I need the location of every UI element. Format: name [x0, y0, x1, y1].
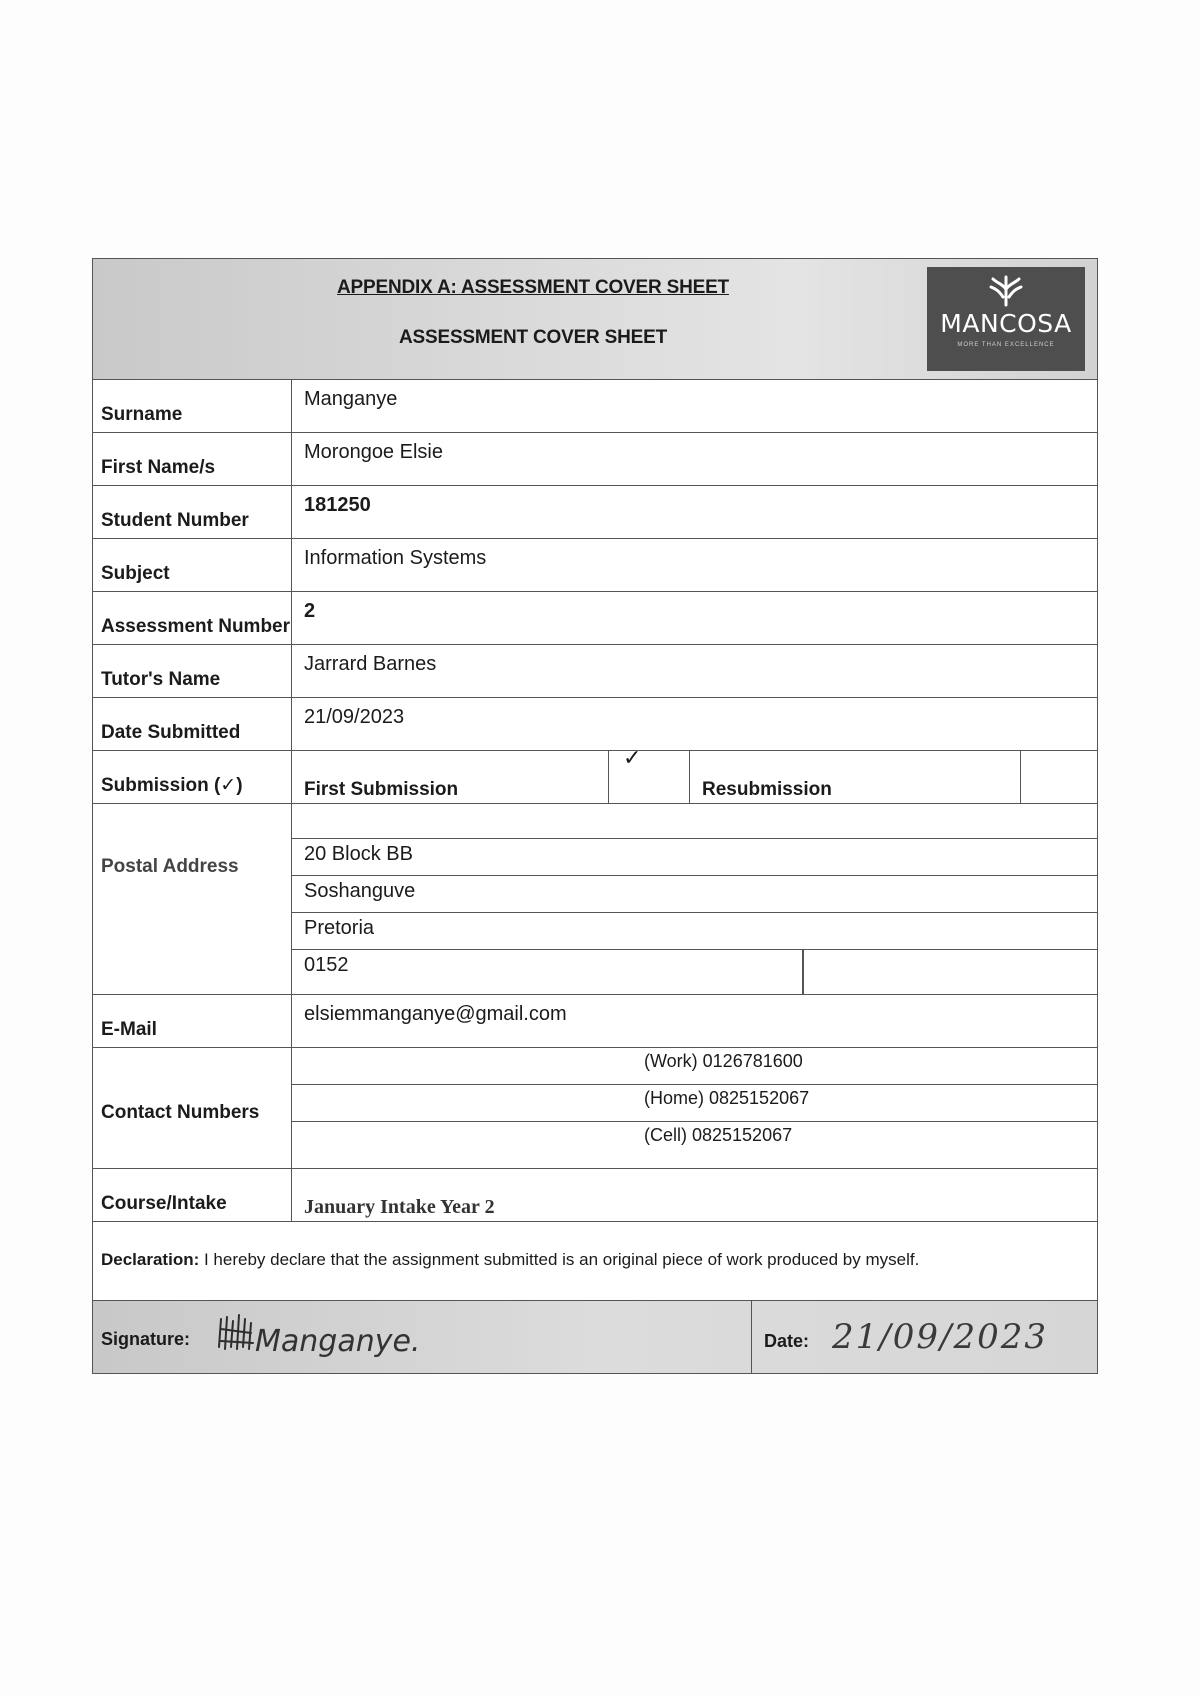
postal-line-1: 20 Block BB [304, 843, 413, 865]
appendix-title: APPENDIX A: ASSESSMENT COVER SHEET [337, 277, 729, 298]
signature-text: Manganye. [255, 1324, 421, 1359]
subject-value: Information Systems [304, 547, 487, 569]
postal-address-label: Postal Address [101, 856, 239, 877]
submission-row [93, 745, 1097, 804]
date-submitted-label: Date Submitted [101, 722, 241, 743]
resubmission-checkbox[interactable] [1021, 751, 1097, 803]
tutor-value: Jarrard Barnes [304, 653, 437, 675]
postal-line-3: Pretoria [304, 917, 375, 939]
student-number-row [93, 486, 1097, 539]
contact-numbers-row [93, 1048, 1097, 1169]
postal-address-row [93, 804, 1097, 995]
first-submission-checkbox[interactable] [609, 745, 690, 803]
email-label: E-Mail [101, 1019, 157, 1040]
assessment-number-row [93, 592, 1097, 645]
tutor-row [93, 645, 1097, 698]
logo-brand: MANCOSA [940, 309, 1072, 338]
first-names-value: Morongoe Elsie [304, 441, 443, 463]
contact-work: (Work) 0126781600 [644, 1051, 803, 1071]
postal-blank-line [292, 804, 1097, 839]
first-names-row [93, 433, 1097, 486]
check-mark-icon: ✓ [623, 745, 642, 770]
cover-header [93, 259, 1097, 380]
contact-numbers-label: Contact Numbers [101, 1102, 260, 1123]
submission-label: Submission (✓) [101, 775, 243, 796]
student-number-label: Student Number [101, 510, 249, 531]
course-intake-label: Course/Intake [101, 1193, 227, 1214]
signature-row [93, 1301, 1097, 1373]
signature-date-value: 21/09/2023 [832, 1317, 1048, 1357]
signature-label: Signature: [101, 1329, 191, 1349]
mancosa-logo [927, 267, 1085, 371]
email-row [93, 995, 1097, 1048]
subject-row [93, 539, 1097, 592]
surname-value: Manganye [304, 388, 398, 410]
postal-line-2: Soshanguve [304, 880, 416, 902]
first-submission-label: First Submission [304, 779, 459, 800]
surname-label: Surname [101, 404, 183, 425]
course-intake-row [93, 1169, 1097, 1222]
date-submitted-row [93, 698, 1097, 751]
tutor-label: Tutor's Name [101, 669, 221, 690]
first-names-label: First Name/s [101, 457, 216, 478]
resubmission-label: Resubmission [702, 779, 832, 800]
assessment-number-label: Assessment Number [101, 616, 291, 637]
handwritten-signature [211, 1307, 421, 1371]
subject-label: Subject [101, 563, 170, 584]
email-value: elsiemmanganye@gmail.com [304, 1003, 567, 1025]
postal-code: 0152 [304, 954, 349, 976]
declaration-text: I hereby declare that the assignment submitted is an original piece of work produced by myself. [199, 1250, 920, 1269]
logo-tree-icon [989, 275, 1023, 307]
sheet-subtitle: ASSESSMENT COVER SHEET [399, 327, 667, 348]
declaration [93, 1222, 1097, 1301]
assessment-cover-sheet [92, 258, 1098, 1374]
contact-cell: (Cell) 0825152067 [644, 1125, 793, 1145]
date-label: Date: [764, 1331, 810, 1351]
contact-home: (Home) 0825152067 [644, 1088, 810, 1108]
surname-row [93, 380, 1097, 433]
course-intake-value: January Intake Year 2 [304, 1196, 495, 1218]
declaration-label: Declaration: [101, 1250, 200, 1269]
student-number-value: 181250 [304, 494, 371, 516]
assessment-number-value: 2 [304, 600, 316, 622]
logo-tagline: MORE THAN EXCELLENCE [957, 342, 1055, 348]
date-submitted-value: 21/09/2023 [304, 706, 405, 728]
